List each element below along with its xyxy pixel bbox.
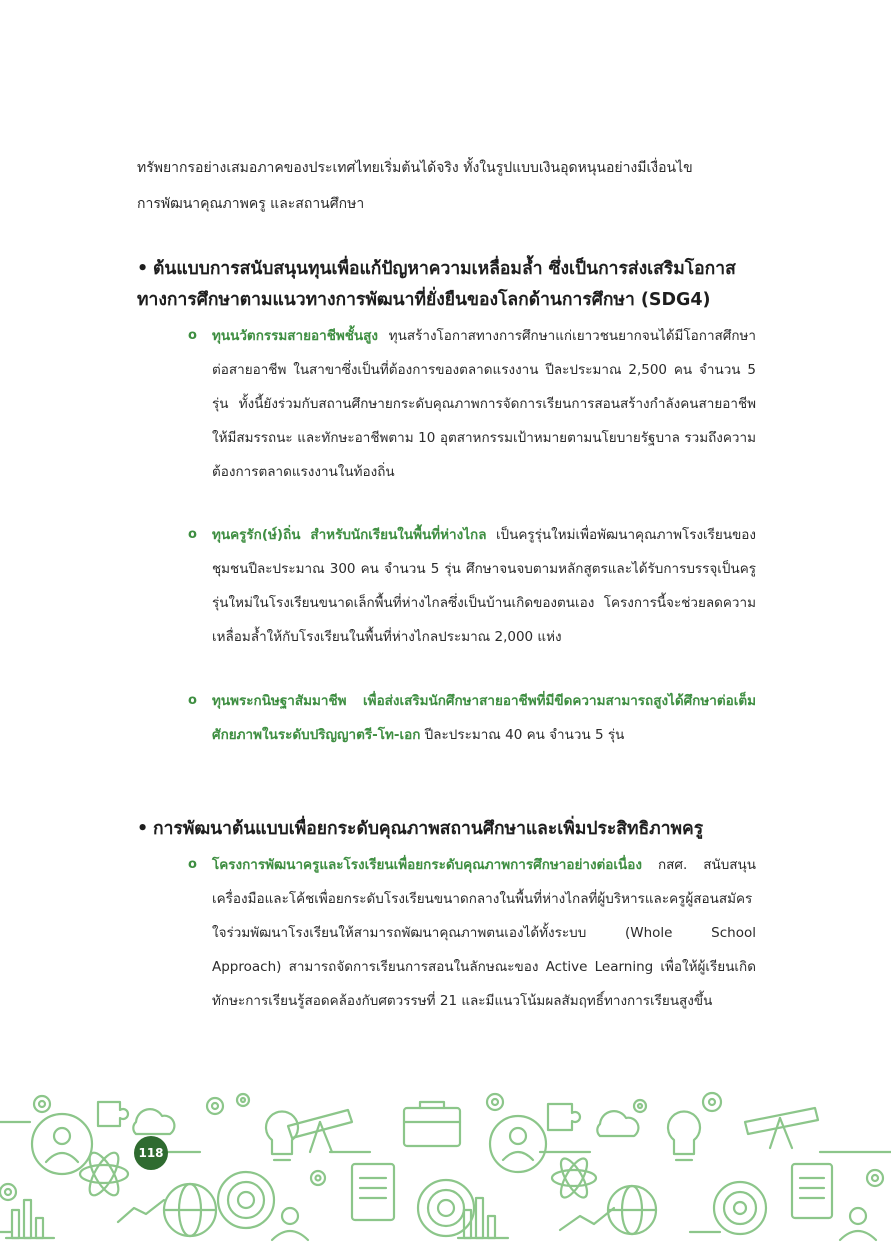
sub-bullet-icon: o	[188, 527, 197, 542]
puzzle-icon	[98, 1102, 128, 1126]
gear-icon	[487, 1094, 503, 1110]
briefcase-icon	[404, 1102, 460, 1146]
gear-icon	[34, 1096, 50, 1112]
target-icon	[218, 1172, 274, 1228]
telescope-icon	[745, 1108, 818, 1148]
bar-chart-icon	[6, 1200, 54, 1238]
gear-icon	[634, 1100, 646, 1112]
cloud-icon	[133, 1109, 174, 1134]
puzzle-icon	[548, 1104, 580, 1130]
person-icon	[490, 1116, 546, 1172]
person-icon	[32, 1114, 92, 1174]
item-title: ทุนพระกนิษฐาสัมมาชีพ เพื่อส่งเสริมนักศึกษาสายอาชีพที่มีขีดความสามารถสูงได้ศึกษาต่อเต็มศักยภาพในระดับปริญญาตรี-โท-เอก	[212, 693, 756, 743]
gear-icon	[703, 1093, 721, 1111]
gear-icon	[867, 1170, 883, 1186]
section-1-item-2	[188, 518, 756, 654]
intro-paragraph	[137, 150, 762, 222]
sub-bullet-icon: o	[188, 857, 197, 872]
item-title: ทุนครูรัก(ษ์)ถิ่น สำหรับนักเรียนในพื้นที่ห่างไกล	[212, 527, 487, 543]
target-icon	[714, 1182, 766, 1234]
item-body: ปีละประมาณ 40 คน จำนวน 5 รุ่น	[420, 727, 625, 743]
gear-icon	[0, 1184, 16, 1200]
footer-icon-pattern	[0, 1082, 891, 1242]
item-title: ทุนนวัตกรรมสายอาชีพชั้นสูง	[212, 328, 378, 344]
bar-chart-icon	[458, 1198, 508, 1238]
person-icon	[840, 1208, 876, 1240]
item-body: กสศ. สนับสนุนเครื่องมือและโค้ชเพื่อยกระดับโรงเรียนขนาดกลางในพื้นที่ห่างไกลที่ผู้บริหารและครูผู้สอนสมัครใจร่วมพัฒนาโรงเรียนให้สามารถพัฒนาคุณภาพตนเองได้ทั้งระบบ (Whole School Approach) สามารถจัดการเรียนการสอนในลักษณะของ Active Learning เพื่อให้ผู้เรียนเกิดทักษะการเรียนรู้สอดคล้องกับศตวรรษที่ 21 และมีแนวโน้มผลสัมฤทธิ์ทางการเรียนสูงขึ้น	[212, 857, 756, 1009]
item-body: ทุนสร้างโอกาสทางการศึกษาแก่เยาวชนยากจนได้มีโอกาสศึกษาต่อสายอาชีพ ในสาขาซึ่งเป็นที่ต้องการของตลาดแรงงาน ปีละประมาณ 2,500 คน จำนวน 5 รุ่น ทั้งนี้ยังร่วมกับสถานศึกษายกระดับคุณภาพการจัดการเรียนการสอนสร้างกำลังคนสายอาชีพ ให้มีสมรรถนะ และทักษะอาชีพตาม 10 อุตสาหกรรมเป้าหมายตามนโยบายรัฐบาล รวมถึงความต้องการตลาดแรงงานในท้องถิ่น	[212, 328, 756, 480]
atom-icon	[552, 1155, 596, 1201]
item-body: เป็นครูรุ่นใหม่เพื่อพัฒนาคุณภาพโรงเรียนของชุมชนปีละประมาณ 300 คน จำนวน 5 รุ่น ศึกษาจนจบตามหลักสูตรและได้รับการบรรจุเป็นครูรุ่นใหม่ในโรงเรียนขนาดเล็กพื้นที่ห่างไกลซึ่งเป็นบ้านเกิดของตนเอง โครงการนี้จะช่วยลดความเหลื่อมล้ำให้กับโรงเรียนในพื้นที่ห่างไกลประมาณ 2,000 แห่ง	[212, 527, 756, 645]
sub-bullet-icon: o	[188, 693, 197, 708]
bullet-dot: •	[137, 819, 149, 839]
document-icon	[792, 1164, 832, 1218]
intro-line-1: ทรัพยากรอย่างเสมอภาคของประเทศไทยเริ่มต้นได้จริง ทั้งในรูปแบบเงินอุดหนุนอย่างมีเงื่อนไข	[137, 160, 693, 176]
page-number-badge: 118	[134, 1136, 168, 1170]
target-icon	[418, 1180, 474, 1236]
globe-icon	[608, 1186, 656, 1234]
lightbulb-icon	[668, 1112, 700, 1160]
sub-bullet-icon: o	[188, 328, 197, 343]
section-1-item-3	[188, 684, 756, 752]
section-1-heading-text: ต้นแบบการสนับสนุนทุนเพื่อแก้ปัญหาความเหลื่อมล้ำ ซึ่งเป็นการส่งเสริมโอกาสทางการศึกษาตามแนวทางการพัฒนาที่ยั่งยืนของโลกด้านการศึกษา (SDG4)	[137, 259, 736, 310]
section-1-item-1	[188, 319, 756, 489]
gear-icon	[207, 1098, 223, 1114]
section-1-heading	[137, 254, 762, 316]
gear-icon	[311, 1171, 325, 1185]
lightbulb-icon	[266, 1112, 298, 1160]
item-title: โครงการพัฒนาครูและโรงเรียนเพื่อยกระดับคุณภาพการศึกษาอย่างต่อเนื่อง	[212, 857, 642, 873]
section-2-heading	[137, 814, 762, 845]
cloud-icon	[597, 1111, 638, 1136]
bullet-dot: •	[137, 259, 149, 279]
section-2-heading-text: การพัฒนาต้นแบบเพื่อยกระดับคุณภาพสถานศึกษาและเพิ่มประสิทธิภาพครู	[153, 819, 704, 839]
intro-line-2: การพัฒนาคุณภาพครู และสถานศึกษา	[137, 196, 365, 212]
section-2-item-1	[188, 848, 756, 1018]
globe-icon	[164, 1184, 216, 1236]
gear-icon	[237, 1094, 249, 1106]
document-icon	[352, 1164, 394, 1220]
atom-icon	[80, 1149, 128, 1200]
person-icon	[272, 1208, 308, 1240]
